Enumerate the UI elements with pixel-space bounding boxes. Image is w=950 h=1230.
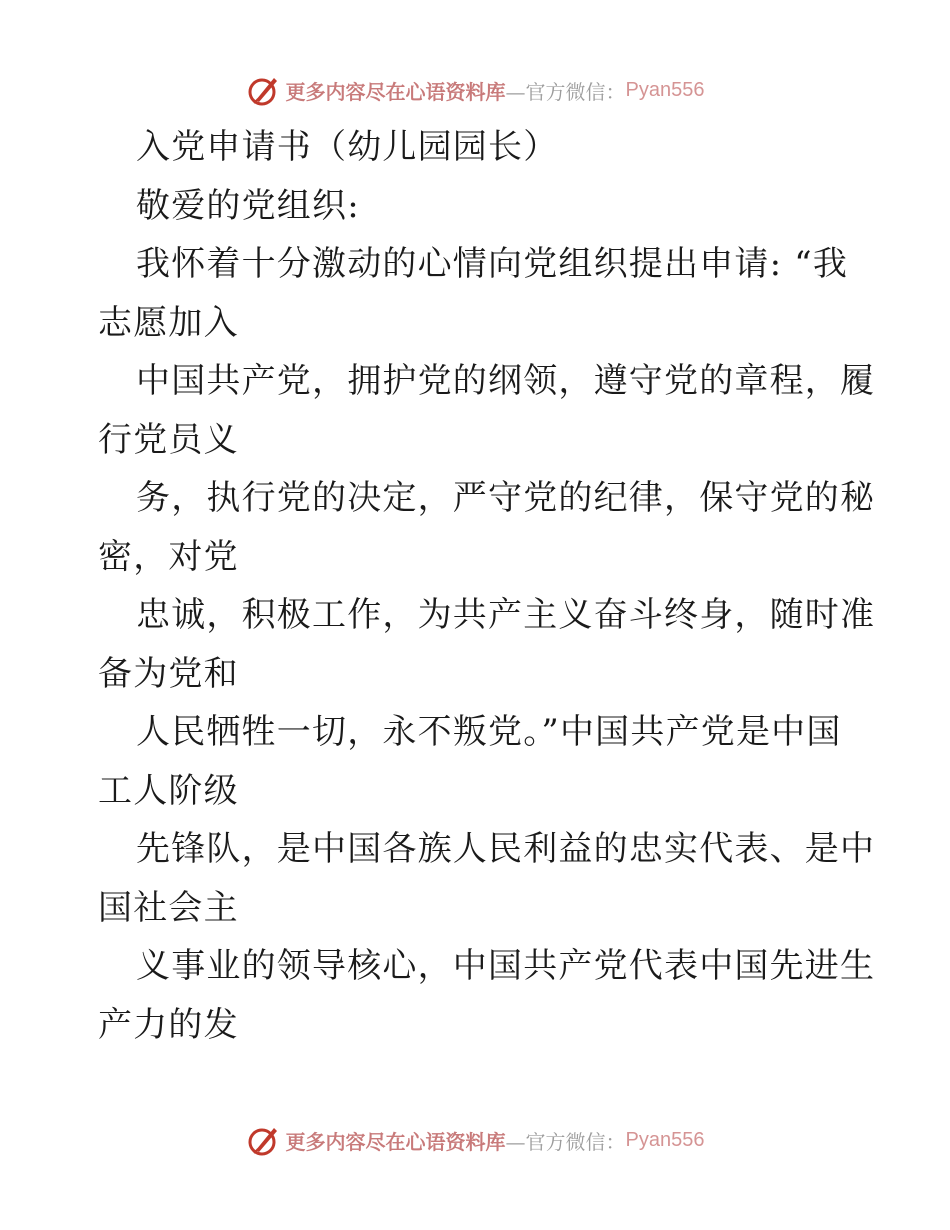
paragraph-line: 行党员义 [98,419,239,460]
paragraph-line: 密，对党 [98,536,239,577]
quill-logo-icon [246,72,282,108]
header-watermark [0,70,950,110]
footer-watermark [0,1120,950,1160]
salutation: 敬爱的党组织: [136,185,360,226]
paragraph-line: 国社会主 [98,887,239,928]
watermark-text-sub: —官方微信： [505,1129,626,1154]
watermark-wechat-id: Pyan556 [625,1128,705,1151]
quill-logo-icon [246,1122,282,1158]
paragraph-line: 工人阶级 [98,770,239,811]
document-title: 入党申请书（幼儿园园长） [136,127,559,167]
watermark-text-main: 更多内容尽在心语资料库 [285,79,506,104]
paragraph-line: 我怀着十分激动的心情向党组织提出申请: “我 [136,244,849,284]
paragraph-line: 人民牺牲一切，永不叛党。”中国共产党是中国 [136,712,842,752]
document-body [98,118,876,1054]
watermark-text-main: 更多内容尽在心语资料库 [285,1129,506,1154]
paragraph-line: 忠诚，积极工作，为共产主义奋斗终身，随时准 [136,595,876,635]
paragraph-line: 备为党和 [98,653,239,694]
paragraph-line: 务，执行党的决定，严守党的纪律，保守党的秘 [136,478,876,518]
watermark-text-sub: —官方微信： [505,79,626,104]
paragraph-line: 中国共产党，拥护党的纲领，遵守党的章程，履 [136,361,876,401]
watermark-wechat-id: Pyan556 [625,78,705,101]
paragraph-line: 产力的发 [98,1004,239,1045]
paragraph-line: 先锋队，是中国各族人民利益的忠实代表、是中 [136,829,876,869]
paragraph-line: 义事业的领导核心，中国共产党代表中国先进生 [136,946,876,986]
paragraph-line: 志愿加入 [98,302,239,343]
